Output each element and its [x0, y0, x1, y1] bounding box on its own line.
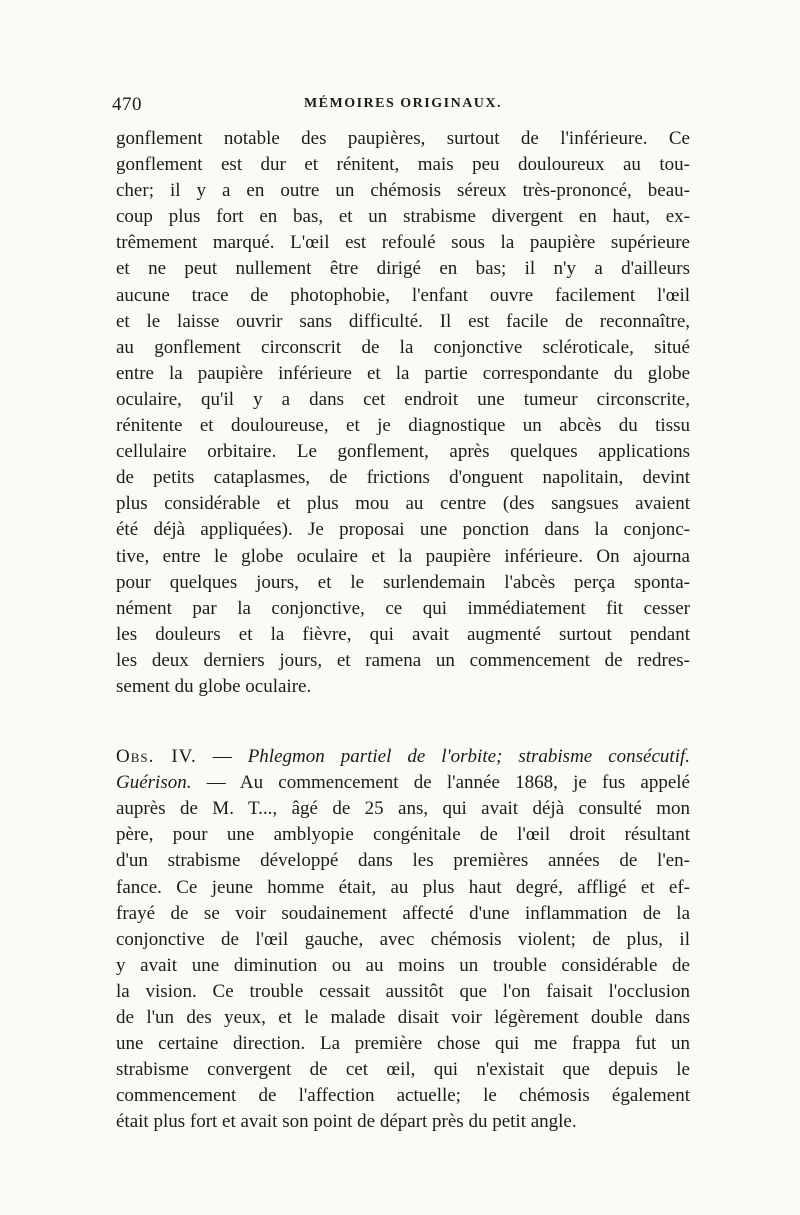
- text-line: les deux derniers jours, et ramena un commencement de redres-: [116, 649, 690, 671]
- text-line: était plus fort et avait son point de départ près du petit angle.: [116, 1111, 577, 1133]
- text-line: strabisme convergent de cet œil, qui n'existait que depuis le: [116, 1059, 690, 1081]
- text-line: sement du globe oculaire.: [116, 675, 312, 697]
- running-head: MÉMOIRES ORIGINAUX.: [303, 96, 503, 111]
- text-line: plus considérable et plus mou au centre (des sangsues avaient: [116, 493, 690, 515]
- text-line: tive, entre le globe oculaire et la paupière inférieure. On ajourna: [116, 545, 690, 567]
- observation-heading-line: [116, 744, 690, 770]
- text-line: y avait une diminution ou au moins un trouble considérable de: [116, 954, 690, 976]
- observation-dash: —: [196, 746, 248, 768]
- text-line: entre la paupière inférieure et la partie correspondante du globe: [116, 362, 690, 384]
- text-line: de petits cataplasmes, de frictions d'onguent napolitain, devint: [116, 467, 690, 489]
- text-line: au gonflement circonscrit de la conjonctive scléroticale, situé: [116, 336, 690, 358]
- text-line: oculaire, qu'il y a dans cet endroit une tumeur circonscrite,: [116, 388, 690, 410]
- text-line: été déjà appliquées). Je proposai une ponction dans la conjonc-: [116, 519, 690, 541]
- text-line: les douleurs et la fièvre, qui avait augmenté surtout pendant: [116, 623, 690, 645]
- observation-heading-line-2: [116, 770, 690, 796]
- text-line: de l'un des yeux, et le malade disait voir légèrement double dans: [116, 1007, 690, 1028]
- text-line: frayé de se voir soudainement affecté d'une inflammation de la: [116, 902, 690, 924]
- text-line: gonflement notable des paupières, surtout de l'inférieure. Ce: [116, 128, 690, 149]
- body-text: [116, 126, 690, 1135]
- text-line: fance. Ce jeune homme était, au plus haut degré, affligé et ef-: [116, 876, 690, 898]
- text-line: et le laisse ouvrir sans difficulté. Il est facile de reconnaître,: [116, 310, 690, 332]
- text-line: et ne peut nullement être dirigé en bas; il n'y a d'ailleurs: [116, 258, 690, 280]
- text-line: nément par la conjonctive, ce qui immédiatement fit cesser: [116, 597, 690, 619]
- text-line: gonflement est dur et rénitent, mais peu douloureux au tou-: [116, 154, 690, 176]
- text-line: la vision. Ce trouble cessait aussitôt que l'on faisait l'occlusion: [116, 980, 690, 1002]
- text-line: cher; il y a en outre un chémosis séreux très-prononcé, beau-: [116, 180, 690, 202]
- paragraph-1: [116, 126, 690, 700]
- observation-4: [116, 744, 690, 1135]
- text-line: pour quelques jours, et le surlendemain l'abcès perça sponta-: [116, 571, 690, 593]
- text-line: aucune trace de photophobie, l'enfant ouvre facilement l'œil: [116, 284, 690, 306]
- observation-first-line: — Au commencement de l'année 1868, je fus appelé: [191, 772, 690, 794]
- text-line: conjonctive de l'œil gauche, avec chémosis violent; de plus, il: [116, 928, 690, 950]
- paragraph-gap: [116, 700, 690, 744]
- text-line: une certaine direction. La première chose qui me frappa fut un: [116, 1033, 690, 1055]
- text-line: coup plus fort en bas, et un strabisme divergent en haut, ex-: [116, 206, 690, 228]
- text-line: trêmement marqué. L'œil est refoulé sous la paupière supérieure: [116, 232, 690, 254]
- text-line: auprès de M. T..., âgé de 25 ans, qui avait déjà consulté mon: [116, 798, 690, 820]
- observation-title-end: Guérison.: [116, 772, 192, 794]
- observation-title: Phlegmon partiel de l'orbite; strabisme consécutif.: [247, 746, 690, 768]
- observation-label: Obs. IV.: [116, 746, 197, 768]
- text-line: père, pour une amblyopie congénitale de l'œil droit résultant: [116, 824, 690, 846]
- text-line: commencement de l'affection actuelle; le chémosis également: [116, 1085, 690, 1107]
- text-line: cellulaire orbitaire. Le gonflement, après quelques applications: [116, 441, 690, 463]
- text-line: d'un strabisme développé dans les premières années de l'en-: [116, 850, 690, 872]
- page-header: [112, 94, 694, 124]
- page-number: 470: [112, 94, 142, 115]
- text-line: rénitente et douloureuse, et je diagnostique un abcès du tissu: [116, 415, 690, 437]
